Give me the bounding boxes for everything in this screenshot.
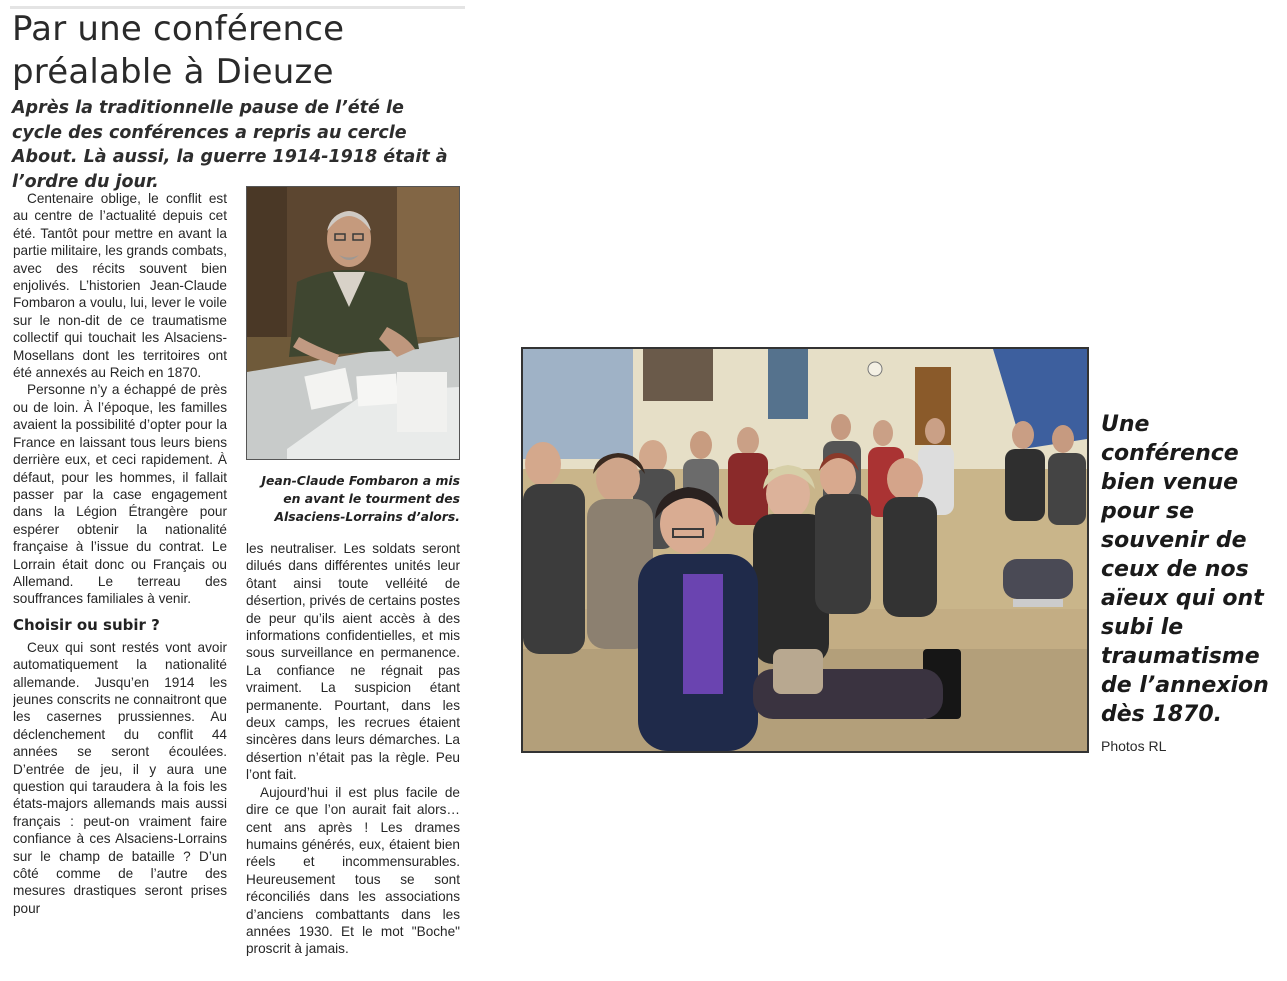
- column-2: [246, 540, 460, 980]
- photo-credit: Photos RL: [1101, 738, 1167, 754]
- headline-line-2: préalable à Dieuze: [12, 52, 334, 92]
- audience-photo: [521, 347, 1089, 753]
- chapo: Après la traditionnelle pause de l’été le cycle des conférences a repris au cercle About. Là aussi, la guerre 1914-1918 était à l’ordre du jour.: [12, 98, 448, 192]
- headline: [12, 8, 462, 94]
- paragraph-2: Personne n’y a échappé de près ou de loin. À l’époque, les familles avaient la possibilité d’opter pour la France en laissant tous leurs biens derrière eux, et ceci rapidement. À défaut, pour les hommes, il fallait passer par la case engagement dans la Légion Étrangère pour espérer obtenir la nationalité française à l’issue du contrat. Le Lorrain était donc ou Français ou Allemand. Le terreau des souffrances familiales à venir.: [13, 382, 227, 607]
- paragraph-5: Aujourd’hui il est plus facile de dire ce que l’on aurait fait alors… cent ans après ! Les drames humains générés, eux, étaient bien réels et incommensurables. Heureusement tous se sont réconciliés dans les associations d’anciens combattants dans les années 1930. Et le mot "Boche" proscrit à jamais.: [246, 784, 460, 957]
- speaker-photo: [246, 186, 460, 460]
- subheading: Choisir ou subir ?: [13, 615, 160, 634]
- paragraph-1: Centenaire oblige, le conflit est au centre de l’actualité depuis cet été. Tantôt pour mettre en avant la partie militaire, les grands combats, avec des récits souvent bien enjolivés. L’historien Jean-Claude Fombaron a voulu, lui, lever le voile sur le non-dit de ce traumatisme collectif qui touchait les Alsaciens-Mosellans dont les territoires ont été annexés au Reich en 1870.: [13, 191, 227, 381]
- paragraph-4: les neutraliser. Les soldats seront dilués dans différentes unités leur ôtant ainsi toute velléité de désertion, privés de certains postes de peur qu’ils aient accès à des informations confidentielles, et mis sous surveillance en permanence. La confiance ne régnait pas vraiment. La suspicion étant permanente. Pourtant, dans les deux camps, les recrues étaient sincères dans leurs démarches. La désertion n’était pas la règle. Peu l’ont fait.: [246, 541, 460, 783]
- column-1: [13, 190, 227, 980]
- paragraph-3: Ceux qui sont restés vont avoir automatiquement la nationalité allemande. Jusqu’en 1914 les jeunes conscrits ne connaitront que les casernes prussiennes. Au déclenchement du conflit 44 années se seront écoulées. D’entrée de jeu, il y aura une question qui taraudera à la fois les états-majors allemands mais aussi français : peut-on vraiment faire confiance à ces Alsaciens-Lorrains sur le champ de bataille ? D’un côté comme de l’autre des mesures drastiques seront prises pour: [13, 639, 227, 916]
- headline-line-1: Par une conférence: [12, 9, 345, 49]
- article: [0, 0, 466, 981]
- speaker-photo-caption: Jean-Claude Fombaron a mis en avant le tourment des Alsaciens-Lorrains d’alors.: [261, 473, 460, 524]
- audience-photo-caption: Une conférence bien venue pour se souvenir de ceux de nos aïeux qui ont subi le traumatisme de l’annexion dès 1870.: [1101, 412, 1269, 727]
